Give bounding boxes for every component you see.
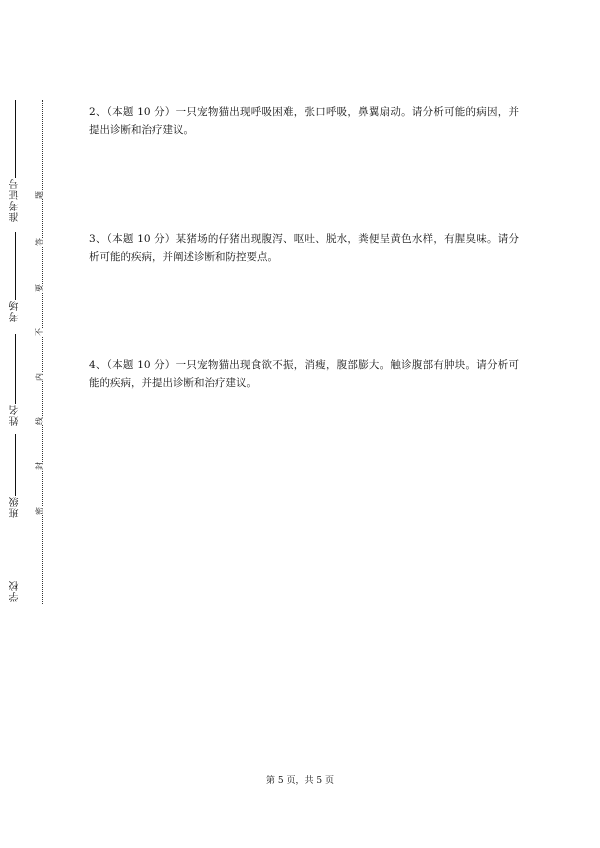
name-blank[interactable] xyxy=(16,334,17,404)
seal-line xyxy=(42,100,43,604)
seal-char: 不 xyxy=(35,328,44,336)
ticket-no-label: 准考证号 xyxy=(10,178,21,222)
name-label: 姓名 xyxy=(10,404,21,426)
seal-char: 题 xyxy=(35,191,44,199)
ticket-no-field xyxy=(8,100,23,222)
school-field xyxy=(8,580,23,602)
question-4: 4、（本题 10 分）一只宠物猫出现食欲不振，消瘦，腹部膨大。触诊腹部有肿块。请分析可能的疾病，并提出诊断和治疗建议。 xyxy=(89,359,519,389)
seal-char: 要 xyxy=(35,284,44,292)
class-field xyxy=(8,434,23,518)
school-label: 学校 xyxy=(10,580,21,602)
name-field xyxy=(8,334,23,426)
seal-char: 答 xyxy=(35,238,44,246)
class-label: 班级 xyxy=(10,496,21,518)
ticket-no-blank[interactable] xyxy=(16,100,17,178)
class-blank[interactable] xyxy=(16,434,17,496)
seal-char: 密 xyxy=(35,507,44,515)
exam-room-field xyxy=(8,232,23,322)
exam-room-blank[interactable] xyxy=(16,232,17,300)
exam-room-label: 考场 xyxy=(10,300,21,322)
page-number: 第 5 页，共 5 页 xyxy=(266,776,334,786)
seal-char: 封 xyxy=(35,462,44,470)
question-3: 3、（本题 10 分）某猪场的仔猪出现腹泻、呕吐、脱水，粪便呈黄色水样，有腥臭味。请分析可能的疾病，并阐述诊断和防控要点。 xyxy=(89,233,519,263)
seal-char: 内 xyxy=(35,373,44,381)
seal-char: 线 xyxy=(35,417,44,425)
question-2: 2、（本题 10 分）一只宠物猫出现呼吸困难，张口呼吸，鼻翼扇动。请分析可能的病因，并提出诊断和治疗建议。 xyxy=(89,106,519,136)
